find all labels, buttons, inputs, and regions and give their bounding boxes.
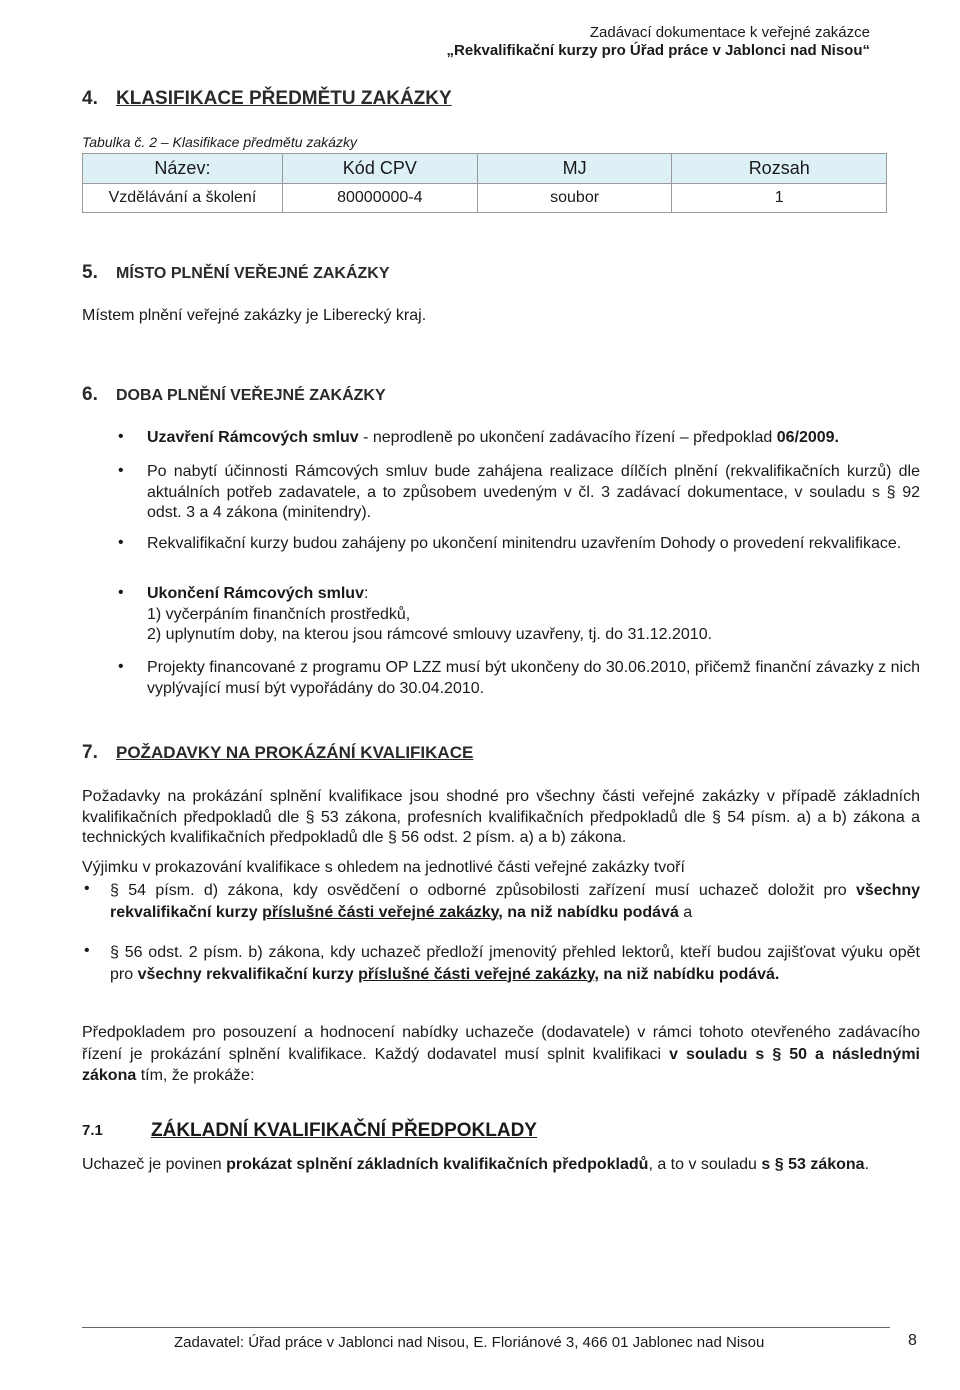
section-7-paragraph-1: Požadavky na prokázání splnění kvalifikace jsou shodné pro všechny části veřejné zakázky v případě základních kvalifikačních předpokladů dle § 53 zákona, profesních kvalifikačních předpokladů dle § 54 písm. a) a b) zákona a technických kvalifikačních předpokladů dle § 56 odst. 2 písm. a) a b) zákona. bbox=[82, 788, 920, 846]
text: : bbox=[363, 585, 369, 602]
section-number: 4. bbox=[82, 88, 98, 109]
list-item: Projekty financované z programu OP LZZ musí být ukončeny do 30.06.2010, přičemž finanční závazky z nich vyplývající musí být vypořádány do 30.04.2010. bbox=[147, 659, 920, 697]
section-number: 7. bbox=[82, 742, 98, 763]
bullet-icon: • bbox=[118, 462, 124, 479]
table-header-cell: MJ bbox=[477, 154, 672, 184]
text: a bbox=[678, 903, 693, 921]
section-7-paragraph-2: Výjimku v prokazování kvalifikace s ohledem na jednotlivé části veřejné zakázky tvoří bbox=[82, 859, 685, 876]
bold-underlined-text: příslušné části veřejné zakázky bbox=[358, 965, 595, 983]
bullet-icon: • bbox=[118, 658, 124, 675]
bold-text: , na niž nabídku podává bbox=[498, 903, 679, 921]
bullet-icon: • bbox=[118, 428, 124, 445]
classification-table bbox=[82, 153, 887, 213]
section-6-heading bbox=[82, 384, 386, 406]
table-cell: soubor bbox=[477, 184, 672, 213]
bold-text: 06/2009. bbox=[776, 429, 839, 446]
bold-text: prokázat splnění základních kvalifikačních předpokladů bbox=[226, 1156, 649, 1173]
text: § 56 odst. 2 písm. b) zákona, kdy uchazeč předloží jmenovitý přehled lektorů, kteří budou zajišťovat výuku opět pro bbox=[110, 944, 920, 983]
table-cell: 80000000-4 bbox=[282, 184, 477, 213]
table-cell: Vzdělávání a školení bbox=[83, 184, 283, 213]
section-title: DOBA PLNĚNÍ VEŘEJNÉ ZAKÁZKY bbox=[116, 387, 386, 404]
text: - neprodleně po ukončení zadávacího řízení – předpoklad bbox=[358, 429, 777, 446]
bullet-icon: • bbox=[118, 584, 124, 601]
text: . bbox=[864, 1156, 870, 1173]
section-title: KLASIFIKACE PŘEDMĚTU ZAKÁZKY bbox=[116, 88, 452, 109]
table-caption: Tabulka č. 2 – Klasifikace předmětu zakázky bbox=[82, 134, 357, 150]
bold-text: Uzavření Rámcových smluv bbox=[147, 429, 359, 446]
sub-item: 2) uplynutím doby, na kterou jsou rámcové smlouvy uzavřeny, tj. do 31.12.2010. bbox=[147, 626, 713, 643]
table-header-cell: Kód CPV bbox=[282, 154, 477, 184]
footer-text: Zadavatel: Úřad práce v Jablonci nad Nisou, E. Floriánové 3, 466 01 Jablonec nad Nisou bbox=[174, 1334, 765, 1351]
sub-item: 1) vyčerpáním finančních prostředků, bbox=[147, 605, 411, 623]
bullet-icon: • bbox=[84, 880, 90, 897]
section-number: 6. bbox=[82, 384, 98, 405]
section-5-heading bbox=[82, 262, 390, 284]
bold-text: všechny rekvalifikační kurzy bbox=[137, 965, 359, 983]
list-item bbox=[147, 584, 920, 646]
bold-text: v souladu s § 50 a následnými zákona bbox=[82, 1045, 920, 1084]
document-header bbox=[447, 24, 870, 60]
table-row bbox=[83, 184, 887, 213]
bullet-icon: • bbox=[118, 534, 124, 551]
section-title: MÍSTO PLNĚNÍ VEŘEJNÉ ZAKÁZKY bbox=[116, 265, 390, 282]
section-4-heading bbox=[82, 88, 452, 110]
section-7-1-paragraph bbox=[82, 1154, 920, 1175]
bold-underlined-text: příslušné části veřejné zakázky bbox=[262, 903, 499, 921]
text: § 54 písm. d) zákona, kdy osvědčení o odborné způsobilosti zařízení musí uchazeč doložit pro bbox=[110, 882, 847, 899]
section-number: 5. bbox=[82, 262, 98, 283]
text: Uchazeč je povinen bbox=[82, 1156, 227, 1173]
bold-text: s § 53 zákona bbox=[761, 1156, 865, 1173]
table-header-row bbox=[83, 154, 887, 184]
page-number: 8 bbox=[908, 1332, 917, 1349]
section-7-paragraph-3 bbox=[82, 1022, 920, 1087]
table-header-cell: Rozsah bbox=[672, 154, 887, 184]
bold-text: , na niž nabídku podává. bbox=[594, 965, 780, 983]
section-7-heading bbox=[82, 742, 473, 764]
bold-text: Ukončení Rámcových smluv bbox=[147, 585, 364, 602]
subsection-title: ZÁKLADNÍ KVALIFIKAČNÍ PŘEDPOKLADY bbox=[151, 1120, 537, 1141]
section-title: POŽADAVKY NA PROKÁZÁNÍ KVALIFIKACE bbox=[116, 743, 474, 762]
list-item bbox=[110, 942, 920, 985]
bullet-icon: • bbox=[84, 942, 90, 959]
list-item: Po nabytí účinnosti Rámcových smluv bude zahájena realizace dílčích plnění (rekvalifikačních kurzů) dle aktuálních potřeb zadavatele, a to způsobem uvedeným v čl. 3 zadávací dokumentace, v souladu s § 92 odst. 3 a 4 zákona (minitendry). bbox=[147, 463, 920, 521]
subsection-number: 7.1 bbox=[82, 1122, 103, 1139]
text: tím, že prokáže: bbox=[136, 1067, 255, 1084]
list-item bbox=[147, 428, 920, 449]
list-item bbox=[110, 880, 920, 923]
footer-divider bbox=[82, 1327, 890, 1328]
bold-text: všechny rekvalifikační kurzy bbox=[110, 882, 921, 921]
section-5-text: Místem plnění veřejné zakázky je Liberecký kraj. bbox=[82, 307, 427, 324]
list-item: Rekvalifikační kurzy budou zahájeny po ukončení minitendru uzavřením Dohody o provedení rekvalifikace. bbox=[147, 535, 902, 552]
header-line-1: Zadávací dokumentace k veřejné zakázce bbox=[589, 24, 870, 41]
header-line-2: „Rekvalifikační kurzy pro Úřad práce v Jablonci nad Nisou“ bbox=[446, 42, 870, 59]
table-cell: 1 bbox=[672, 184, 887, 213]
text: Předpokladem pro posouzení a hodnocení nabídky uchazeče (dodavatele) v rámci tohoto otevřeného zadávacího řízení je prokázání splnění kvalifikace. Každý dodavatel musí splnit kvalifikaci bbox=[82, 1024, 920, 1063]
table-header-cell: Název: bbox=[83, 154, 283, 184]
text: , a to v souladu bbox=[648, 1156, 762, 1173]
